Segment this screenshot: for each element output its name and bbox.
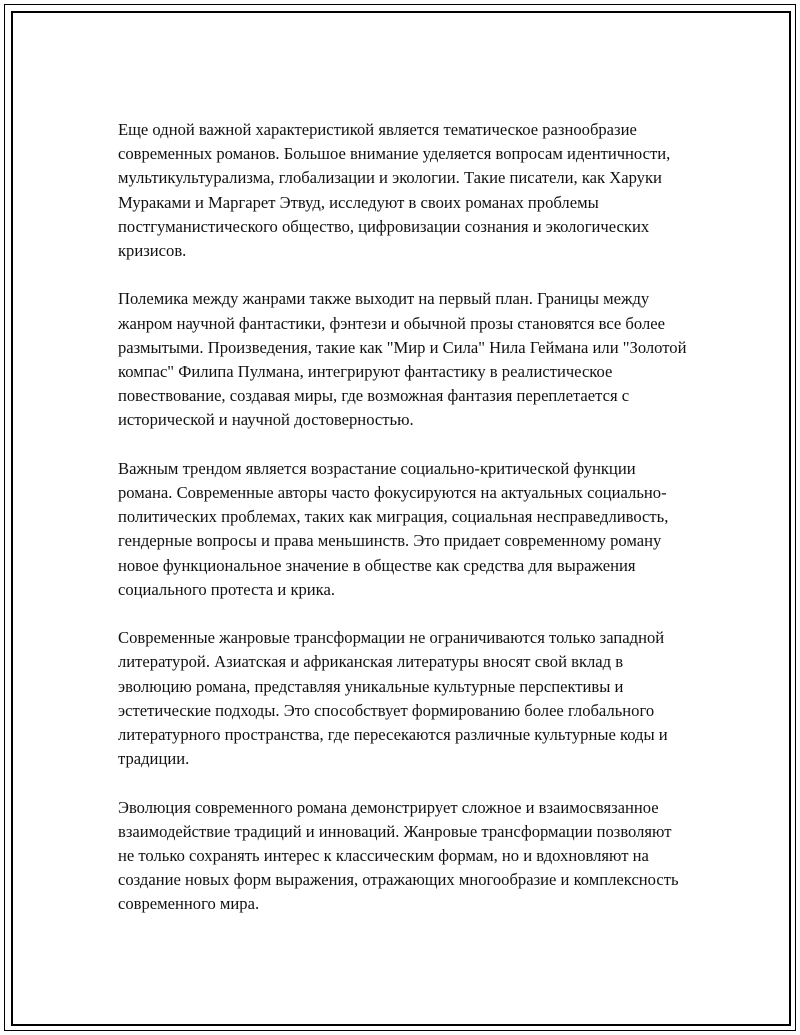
paragraph-4: Современные жанровые трансформации не ограничиваются только западной литературой. Азиатская и африканская литературы вносят свой вклад в эволюцию романа, представляя уникальные культурные перспективы и эстетические подходы. Это способствует формированию более глобального литературного пространства, где пересекаются различные культурные коды и традиции. xyxy=(118,628,668,769)
paragraph-3: Важным трендом является возрастание социально-критической функции романа. Современные авторы часто фокусируются на актуальных социально-политических проблемах, таких как миграция, социальная несправедливость, гендерные вопросы и права меньшинств. Это придает современному роману новое функциональное значение в обществе как средства для выражения социального протеста и крика. xyxy=(118,458,669,599)
document-body xyxy=(118,118,688,917)
paragraph-2: Полемика между жанрами также выходит на первый план. Границы между жанром научной фантастики, фэнтези и обычной прозы становятся все более размытыми. Произведения, такие как "Мир и Сила" Нила Геймана или "Золотой компас" Филипа Пулмана, интегрируют фантастику в реалистическое повествование, создавая миры, где возможная фантазия переплетается с исторической и научной достоверностью. xyxy=(118,289,687,430)
paragraph-5: Эволюция современного романа демонстрирует сложное и взаимосвязанное взаимодействие традиций и инноваций. Жанровые трансформации позволяют не только сохранять интерес к классическим формам, но и вдохновляют на создание новых форм выражения, отражающих многообразие и комплексность современного мира. xyxy=(118,797,679,914)
paragraph-1: Еще одной важной характеристикой является тематическое разнообразие современных романов. Большое внимание уделяется вопросам идентичности, мультикультурализма, глобализации и экологии. Такие писатели, как Харуки Мураками и Маргарет Этвуд, исследуют в своих романах проблемы постгуманистического общество, цифровизации сознания и экологических кризисов. xyxy=(118,120,671,261)
